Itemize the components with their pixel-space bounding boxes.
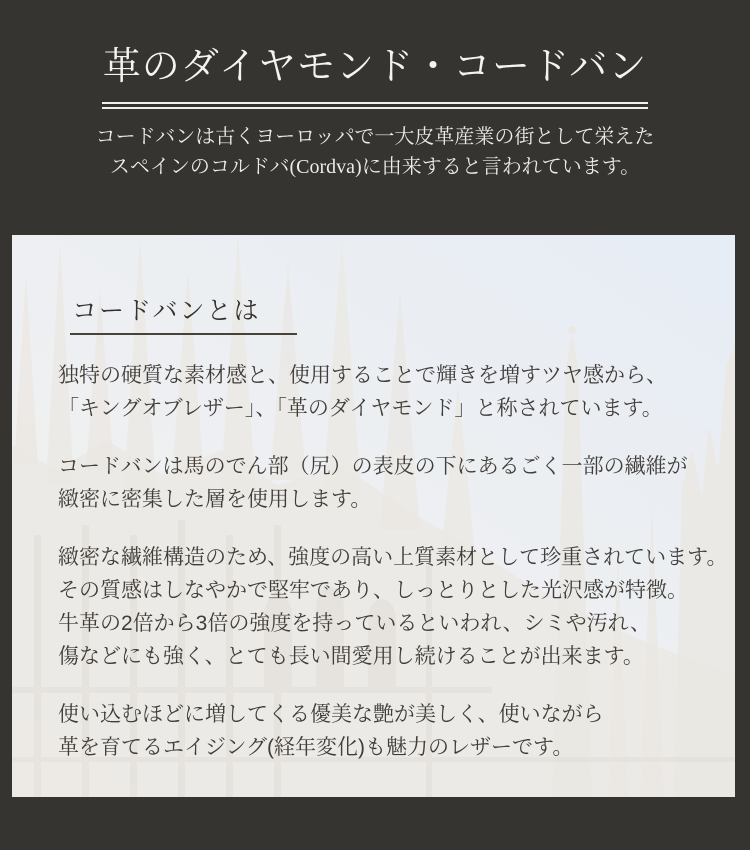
content-card	[12, 235, 735, 797]
title-double-rule	[102, 102, 648, 109]
body-paragraph	[58, 541, 728, 673]
section-heading: コードバンとは	[70, 299, 297, 335]
body-line: 革を育てるエイジング(経年変化)も魅力のレザーです。	[58, 735, 574, 759]
body-line: コードバンは馬のでん部（尻）の表皮の下にあるごく一部の繊維が	[58, 454, 688, 478]
body-paragraph	[58, 698, 717, 764]
page-title: 革のダイヤモンド・コードバン	[102, 46, 648, 88]
page-subtitle	[0, 122, 750, 182]
body-line: 緻密に密集した層を使用します。	[58, 487, 372, 511]
card-content	[12, 235, 735, 764]
body-line: 緻密な繊維構造のため、強度の高い上質素材として珍重されています。	[58, 545, 728, 569]
page-header	[0, 0, 750, 182]
body-line: 使い込むほどに増してくる優美な艶が美しく、使いながら	[58, 702, 604, 726]
subtitle-line: コードバンは古くヨーロッパで一大皮革産業の街として栄えた	[95, 125, 655, 148]
body-line: 「キングオブレザー」、「革のダイヤモンド」と称されています。	[58, 396, 663, 420]
body-line: その質感はしなやかで堅牢であり、しっとりとした光沢感が特徴。	[58, 578, 688, 602]
body-paragraph	[58, 450, 717, 516]
body-paragraph	[58, 359, 717, 425]
subtitle-line: スペインのコルドバ(Cordva)に由来すると言われています。	[109, 155, 641, 178]
body-line: 牛革の2倍から3倍の強度を持っているといわれ、シミや汚れ、	[58, 611, 651, 635]
body-line: 傷などにも強く、とても長い間愛用し続けることが出来ます。	[58, 644, 644, 668]
body-line: 独特の硬質な素材感と、使用することで輝きを増すツヤ感から、	[58, 363, 667, 387]
